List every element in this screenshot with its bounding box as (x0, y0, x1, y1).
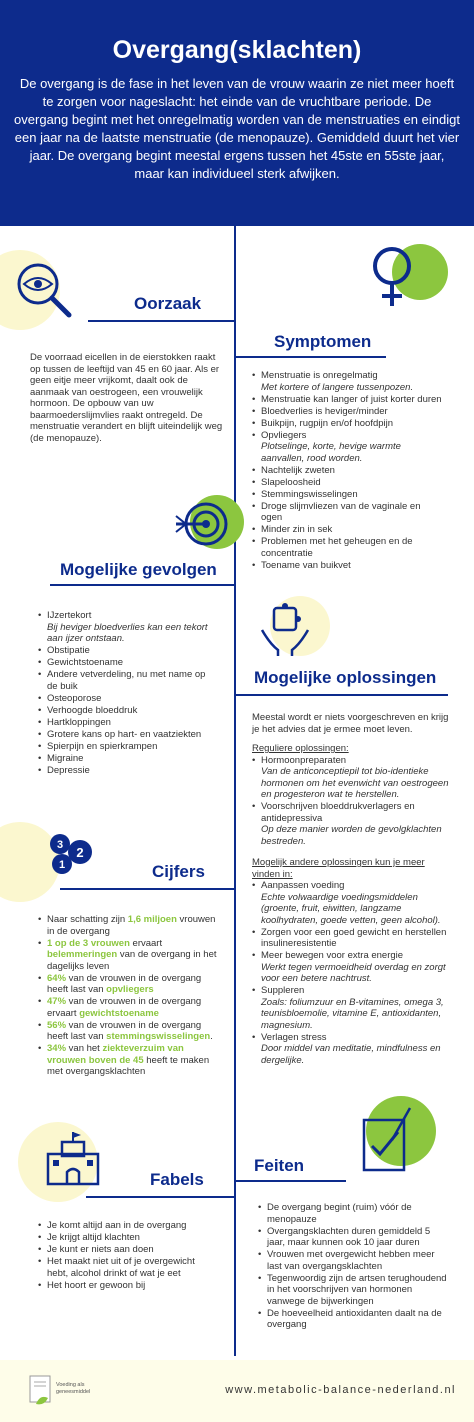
list-item (38, 741, 208, 753)
list-item-note: Werkt tegen vermoeidheid overdag en zorgt voor een betere nachtrust. (261, 961, 446, 984)
list-item-text: Stemmingswisselingen (261, 488, 358, 500)
oplossingen-underline (236, 694, 448, 696)
list-item-text: Problemen met het geheugen en de concentratie (261, 536, 413, 559)
list-item (252, 430, 442, 465)
fabels-underline (86, 1196, 234, 1198)
list-item (252, 477, 442, 489)
list-item (38, 1232, 218, 1244)
list-item (252, 927, 452, 950)
stat-item (38, 996, 218, 1019)
venus-icon (366, 244, 418, 310)
andere-list (252, 880, 452, 1066)
list-item-text: Osteoporose (47, 692, 102, 704)
list-item (252, 950, 452, 985)
list-item (258, 1226, 450, 1249)
list-item-text: Voorschrijven bloeddrukverlagers en antidepressiva (261, 801, 415, 824)
fabels-title: Fabels (150, 1170, 204, 1189)
stat-text: van de vrouwen in de overgang heeft last van (47, 972, 202, 995)
list-item-text: Menstruatie kan langer of juist korter duren (261, 393, 442, 405)
list-item-text: Overgangsklachten duren gemiddeld 5 jaar, maar kunnen ook 10 jaar duren (267, 1225, 431, 1248)
list-item (38, 765, 208, 777)
cijfers-list (38, 914, 218, 1078)
feiten-list-wrap (258, 1202, 450, 1331)
target-icon (174, 498, 228, 550)
stat-highlight: stemmingswisselingen (106, 1031, 211, 1042)
list-item (38, 669, 208, 692)
footer-logo-text: Voeding als geneesmiddel (56, 1382, 91, 1395)
feiten-title: Feiten (254, 1156, 305, 1175)
list-item-note: Op deze manier worden de gevolgklachten bestreden. (261, 824, 442, 847)
list-item (38, 753, 208, 765)
stat-text: Naar schatting zijn (47, 914, 128, 925)
footer-url[interactable]: www.metabolic-balance-nederland.nl (225, 1384, 456, 1396)
list-item-note: Met kortere of langere tussenpozen. (261, 381, 414, 393)
stat-highlight: 1,6 miljoen (127, 914, 177, 925)
list-item (258, 1249, 450, 1272)
list-item-note: Zoals: foliumzuur en B-vitamines, omega 3, teunisbloemolie, vitamine E, antioxidanten, magnesium. (261, 996, 444, 1031)
list-item (258, 1273, 450, 1308)
fabels-list (38, 1220, 218, 1291)
list-item (38, 1256, 218, 1279)
list-item-text: Slapeloosheid (261, 476, 321, 488)
stat-item (38, 973, 218, 996)
list-item-text: Droge slijmvliezen van de vaginale en ogen (261, 500, 421, 523)
list-item (252, 985, 452, 1031)
list-item-text: Suppleren (261, 985, 305, 996)
list-item (38, 1244, 218, 1256)
feiten-underline (236, 1180, 346, 1182)
stat-highlight: 64% (47, 972, 67, 984)
numbers-icon (46, 830, 98, 876)
stat-item (38, 914, 218, 937)
list-item-text: Buikpijn, rugpijn en/of hoofdpijn (261, 417, 394, 429)
list-item (252, 880, 452, 926)
oplossingen-intro: Meestal wordt er niets voorgeschreven en krijg je het advies dat je ermee moet leven. (252, 712, 449, 735)
checklist-icon (358, 1106, 416, 1174)
list-item (252, 501, 442, 524)
stat-highlight: 1 op de 3 vrouwen (47, 937, 130, 949)
list-item (252, 1032, 452, 1067)
stat-highlight: 47% (47, 996, 67, 1007)
list-item (38, 610, 208, 645)
svg-text:2: 2 (76, 845, 84, 860)
list-item-text: De hoeveelheid antioxidanten daalt na de overgang (267, 1307, 442, 1330)
hands-puzzle-icon (256, 600, 314, 658)
list-item (38, 693, 208, 705)
list-item-text: Opvliegers (261, 429, 307, 441)
list-item-note: Van de anticonceptiepil tot bio-identieke hormonen om het evenwicht van oestrogeen en progesteron wat te herstellen. (261, 766, 449, 800)
oorzaak-title: Oorzaak (134, 294, 202, 313)
list-item-text: Spierpijn en spierkrampen (47, 740, 158, 752)
list-item-text: Migraine (47, 752, 84, 764)
list-item (258, 1202, 450, 1225)
list-item-note: Door middel van meditatie, mindfulness en dergelijke. (261, 1043, 441, 1066)
gevolgen-underline (50, 584, 234, 586)
feiten-list (258, 1202, 450, 1331)
list-item (38, 705, 208, 717)
list-item-text: Je kunt er niets aan doen (47, 1244, 154, 1255)
list-item-text: Obstipatie (47, 645, 90, 656)
list-item-text: Vrouwen met overgewicht hebben meer last van overgangsklachten (267, 1249, 435, 1272)
symptomen-title: Symptomen (274, 332, 372, 351)
stat-text: heeft te maken met overgangsklachten (47, 1054, 210, 1077)
stat-item (38, 1020, 218, 1043)
magnifier-eye-icon (14, 262, 74, 320)
list-item (38, 729, 208, 741)
stat-item (38, 1043, 218, 1078)
svg-text:1: 1 (58, 859, 66, 871)
list-item (252, 370, 442, 393)
list-item-text: Depressie (47, 764, 90, 776)
list-item (38, 645, 208, 657)
list-item-text: Je krijgt altijd klachten (47, 1232, 140, 1243)
list-item-text: Bloedverlies is heviger/minder (261, 405, 388, 417)
list-item-text: Het hoort er gewoon bij (47, 1279, 146, 1291)
intro-text: De overgang is de fase in het leven van de vrouw waarin ze niet meer hoeft te zorgen voor nageslacht: het einde van de vruchtbare periode. De overgang begint met het onregelmatig worden van de menstruaties en eindigt een jaar na de laatste menstruatie (de menopauze). Gemiddeld duurt het vier jaar. De overgang begint meestal ergens tussen het 45ste en 55ste jaar, maar kan individueel sterk afwijken. (14, 76, 460, 181)
list-item (38, 657, 208, 669)
list-item-text: Aanpassen voeding (261, 880, 345, 891)
stat-highlight: ziekteverzuim van vrouwen boven de 45 (47, 1043, 184, 1066)
stat-text: vrouwen in de overgang (47, 914, 216, 937)
list-item-text: Nachtelijk zweten (261, 464, 335, 476)
list-item (252, 536, 442, 559)
list-item-text: Menstruatie is onregelmatig (261, 370, 378, 381)
oplossingen-title: Mogelijke oplossingen (254, 668, 437, 687)
list-item-text: Toename van buikvet (261, 559, 351, 571)
symptomen-list-wrap (252, 370, 442, 572)
stat-text: . (210, 1031, 213, 1042)
oorzaak-text: De voorraad eicellen in de eierstokken raakt op tussen de leeftijd van 45 en 60 jaar. Als er geen eitje meer vrijkomt, daalt ook de aanmaak van oestrogeen, een vrouwelijk hormoon. De opbouw van uw baarmoederslijmvlies raakt ontregeld. De menstruatie verandert en blijft uiteindelijk weg (de menopauze). (30, 352, 223, 444)
list-item (252, 394, 442, 406)
stat-item (38, 938, 218, 973)
list-item (252, 418, 442, 430)
list-item-text: Verlagen stress (261, 1031, 327, 1043)
list-item-text: Hormoonpreparaten (261, 754, 347, 766)
list-item (252, 524, 442, 536)
svg-text:3: 3 (56, 839, 64, 851)
list-item-note: Plotselinge, korte, hevige warmte aanvallen, rood worden. (261, 441, 401, 464)
stat-text: van de vrouwen in de overgang heeft last van (47, 1019, 202, 1042)
list-item-text: Meer bewegen voor extra energie (261, 950, 404, 961)
oorzaak-underline (88, 320, 234, 322)
header (0, 0, 474, 226)
list-item-text: Andere vetverdeling, nu met name op de buik (47, 669, 206, 692)
stat-highlight: 34% (47, 1043, 67, 1054)
stat-text: van de overgang in het dagelijks leven (47, 949, 217, 972)
list-item (38, 1280, 218, 1292)
footer (0, 1360, 474, 1422)
list-item (252, 801, 452, 847)
stat-highlight: gewichtstoename (79, 1007, 159, 1019)
cijfers-underline (60, 888, 234, 890)
list-item-note: Echte volwaardige voedingsmiddelen (groente, fruit, eiwitten, langzame koolhydraten, goede vetten, geen alcohol). (261, 891, 441, 926)
timeline-line (234, 226, 236, 1356)
gevolgen-list (38, 610, 208, 776)
cijfers-list-wrap (38, 914, 218, 1078)
list-item-text: Het maakt niet uit of je overgewicht hebt, alcohol drinkt of wat je eet (47, 1256, 195, 1279)
list-item-note: Bij heviger bloedverlies kan een tekort aan ijzer ontstaan. (47, 621, 208, 644)
list-item-text: Minder zin in sek (261, 524, 333, 535)
list-item (252, 406, 442, 418)
symptomen-list (252, 370, 442, 571)
castle-icon (44, 1132, 102, 1186)
list-item-text: IJzertekort (47, 610, 92, 621)
list-item-text: Grotere kans op hart- en vaatziekten (47, 728, 202, 740)
symptomen-underline (236, 356, 386, 358)
list-item (252, 560, 442, 572)
gevolgen-title: Mogelijke gevolgen (60, 560, 217, 579)
stat-highlight: opvliegers (106, 984, 154, 995)
list-item (252, 489, 442, 501)
list-item-text: Hartkloppingen (47, 716, 111, 728)
stat-text: van het (66, 1043, 103, 1054)
regulier-list (252, 755, 452, 848)
list-item-text: De overgang begint (ruim) vóór de menopauze (267, 1202, 412, 1225)
cijfers-title: Cijfers (152, 862, 205, 881)
list-item (252, 755, 452, 801)
andere-heading: Mogelijk andere oplossingen kun je meer vinden in: (252, 857, 425, 880)
page-title: Overgang(sklachten) (112, 36, 362, 64)
list-item (258, 1308, 450, 1331)
list-item-text: Je komt altijd aan in de overgang (47, 1220, 187, 1231)
leaf-logo-icon (28, 1374, 52, 1408)
stat-highlight: 56% (47, 1019, 67, 1031)
stat-text: ervaart (129, 937, 163, 949)
list-item-text: Gewichtstoename (47, 657, 124, 668)
oplossingen-content (252, 712, 452, 1067)
stat-highlight: belemmeringen (47, 949, 118, 960)
list-item (252, 465, 442, 477)
gevolgen-list-wrap (38, 610, 208, 777)
list-item (38, 1220, 218, 1232)
list-item-text: Zorgen voor een goed gewicht en herstellen insulineresistentie (261, 926, 447, 949)
list-item (38, 717, 208, 729)
regulier-heading: Reguliere oplossingen: (252, 743, 349, 754)
list-item-text: Tegenwoordig zijn de artsen terughoudend in het voorschrijven van hormonen vanwege de bijwerkingen (267, 1272, 447, 1307)
stat-text: van de vrouwen in de overgang ervaart (47, 996, 202, 1019)
list-item-text: Verhoogde bloeddruk (47, 704, 138, 716)
fabels-list-wrap (38, 1220, 218, 1292)
